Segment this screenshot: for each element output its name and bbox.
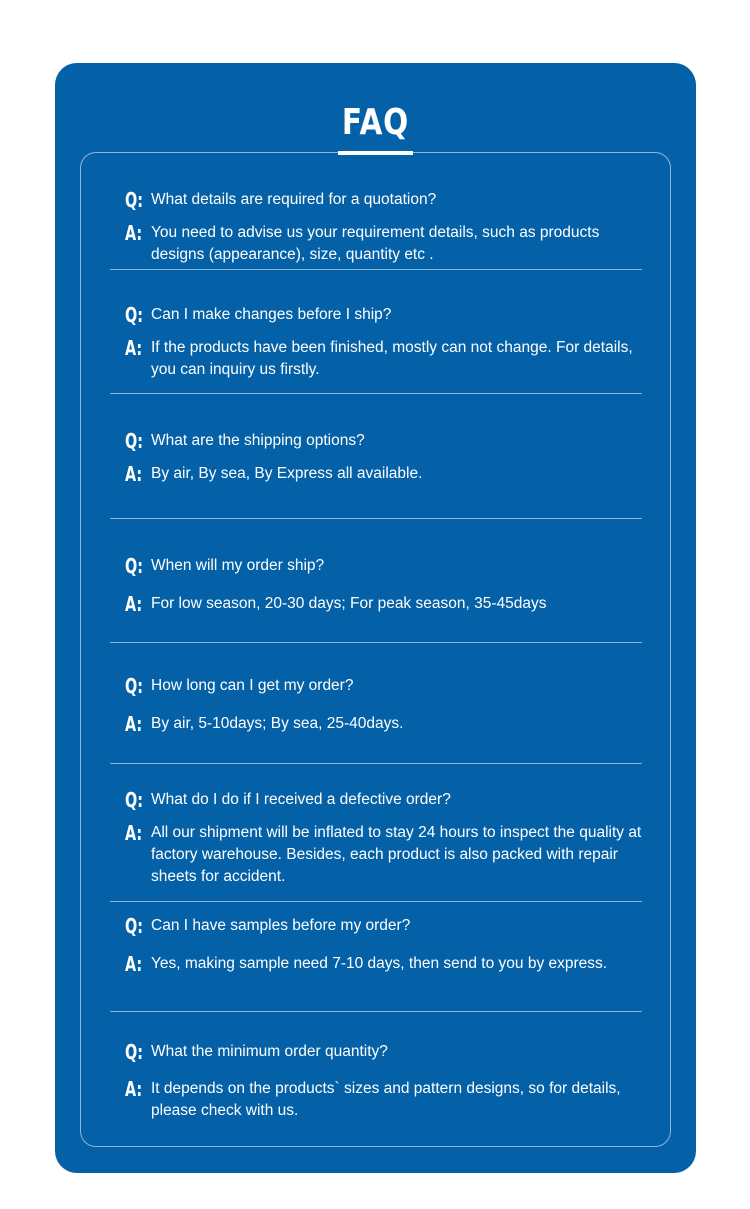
q-marker: Q: — [125, 914, 143, 938]
q-marker: Q: — [125, 188, 143, 212]
faq-inner-frame — [80, 152, 671, 1147]
q-marker: Q: — [125, 674, 143, 698]
faq-divider — [110, 269, 642, 270]
faq-divider — [110, 393, 642, 394]
a-marker: A: — [125, 462, 143, 486]
question-text: Can I make changes before I ship? — [151, 306, 392, 323]
question-row — [125, 1041, 656, 1063]
answer-text: By air, By sea, By Express all available. — [151, 465, 423, 482]
answer-row — [125, 222, 656, 266]
question-text: What do I do if I received a defective order? — [151, 791, 451, 808]
question-text: Can I have samples before my order? — [151, 917, 411, 934]
a-marker: A: — [125, 336, 143, 360]
question-text: When will my order ship? — [151, 557, 325, 574]
question-row — [125, 555, 656, 577]
answer-text: All our shipment will be inflated to stay 24 hours to inspect the quality at factory warehouse. Besides, each product is also packed with repair sheets for accident. — [151, 824, 642, 885]
faq-title: FAQ — [341, 102, 410, 143]
a-marker: A: — [125, 952, 143, 976]
question-text: How long can I get my order? — [151, 677, 354, 694]
a-marker: A: — [125, 712, 143, 736]
q-marker: Q: — [125, 429, 143, 453]
a-marker: A: — [125, 821, 143, 845]
answer-row — [125, 1078, 656, 1122]
q-marker: Q: — [125, 1040, 143, 1064]
q-marker: Q: — [125, 554, 143, 578]
answer-row — [125, 593, 656, 615]
question-row — [125, 304, 656, 326]
q-marker: Q: — [125, 303, 143, 327]
answer-row — [125, 463, 656, 485]
answer-text: For low season, 20-30 days; For peak season, 35-45days — [151, 595, 547, 612]
q-marker: Q: — [125, 788, 143, 812]
question-row — [125, 189, 656, 211]
faq-divider — [110, 763, 642, 764]
question-text: What details are required for a quotation? — [151, 191, 437, 208]
question-row — [125, 675, 656, 697]
faq-divider — [110, 901, 642, 902]
answer-text: It depends on the products` sizes and pattern designs, so for details, please check with us. — [151, 1080, 621, 1119]
faq-divider — [110, 1011, 642, 1012]
a-marker: A: — [125, 221, 143, 245]
answer-text: By air, 5-10days; By sea, 25-40days. — [151, 715, 404, 732]
faq-divider — [110, 518, 642, 519]
answer-row — [125, 822, 656, 888]
question-row — [125, 915, 656, 937]
answer-row — [125, 953, 656, 975]
answer-text: Yes, making sample need 7-10 days, then send to you by express. — [151, 955, 608, 972]
a-marker: A: — [125, 1077, 143, 1101]
question-row — [125, 430, 656, 452]
question-row — [125, 789, 656, 811]
answer-text: If the products have been finished, mostly can not change. For details, you can inquiry us firstly. — [151, 339, 633, 378]
answer-text: You need to advise us your requirement details, such as products designs (appearance), size, quantity etc . — [151, 224, 600, 263]
answer-row — [125, 713, 656, 735]
answer-row — [125, 337, 656, 381]
a-marker: A: — [125, 592, 143, 616]
question-text: What the minimum order quantity? — [151, 1043, 388, 1060]
question-text: What are the shipping options? — [151, 432, 365, 449]
faq-divider — [110, 642, 642, 643]
